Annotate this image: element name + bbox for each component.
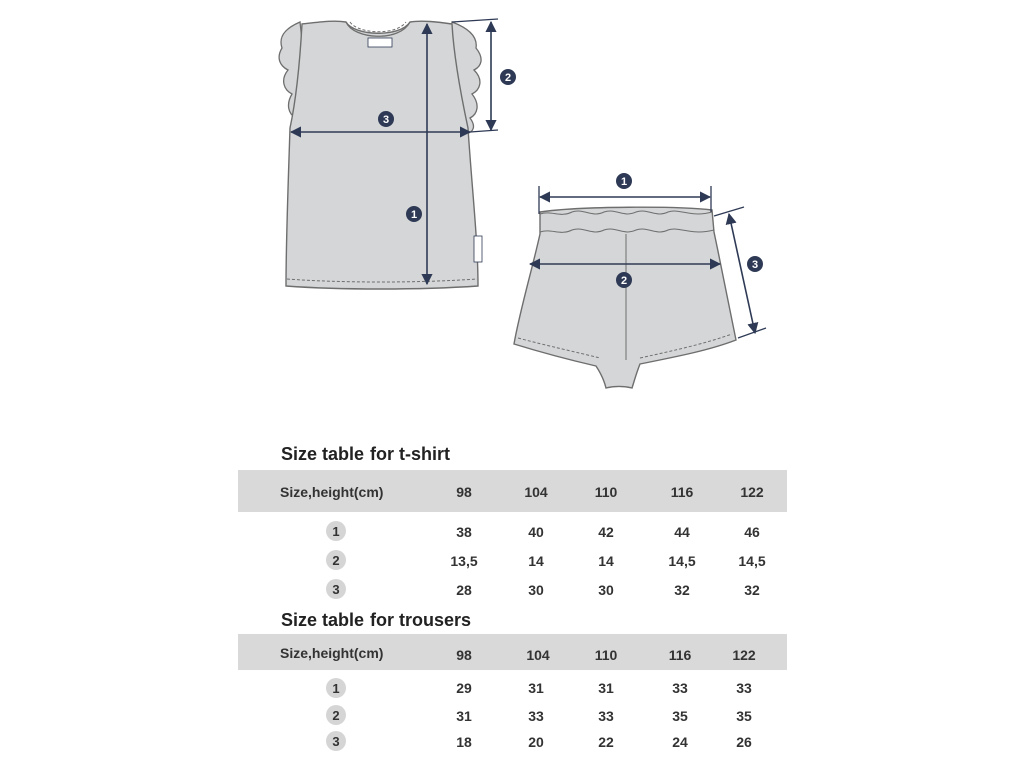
table-cell: 46 — [744, 524, 760, 540]
tshirt-row-badge: 3 — [326, 579, 346, 599]
tshirt-row-badge: 2 — [326, 550, 346, 570]
tshirt-size-98: 98 — [456, 484, 472, 500]
trousers-title-part-a: Size table — [281, 610, 365, 630]
table-cell: 33 — [736, 680, 752, 696]
table-cell: 31 — [598, 680, 614, 696]
shorts-mark-2: 2 — [620, 275, 628, 287]
trousers-header-row — [238, 634, 787, 670]
table-cell: 14 — [598, 553, 614, 569]
trousers-size-98: 98 — [456, 647, 472, 663]
trousers-title-part-b: for trousers — [370, 610, 472, 630]
tshirt-size-110: 110 — [594, 484, 618, 500]
trousers-size-110: 110 — [594, 647, 618, 663]
table-cell: 28 — [456, 582, 472, 598]
table-cell: 33 — [598, 708, 614, 724]
shorts-drawing — [514, 173, 766, 388]
trousers-row-badge: 1 — [326, 678, 346, 698]
tshirt-header-label: Size,height(cm) — [280, 484, 384, 500]
table-cell: 22 — [598, 734, 614, 750]
table-cell: 33 — [528, 708, 544, 724]
table-cell: 31 — [456, 708, 472, 724]
tshirt-body — [286, 21, 478, 289]
table-cell: 31 — [528, 680, 544, 696]
tshirt-size-122: 122 — [740, 484, 764, 500]
trousers-size-116: 116 — [668, 647, 692, 663]
table-cell: 26 — [736, 734, 752, 750]
table-cell: 33 — [672, 680, 688, 696]
tshirt-size-104: 104 — [524, 484, 548, 500]
tshirt-row-badge: 1 — [326, 521, 346, 541]
table-cell: 44 — [674, 524, 690, 540]
table-cell: 20 — [528, 734, 544, 750]
table-cell: 38 — [456, 524, 472, 540]
tshirt-size-116: 116 — [670, 484, 694, 500]
shorts-mark-1: 1 — [620, 176, 628, 188]
trousers-header-label: Size,height(cm) — [280, 645, 384, 661]
trousers-row-badge: 2 — [326, 705, 346, 725]
table-cell: 30 — [528, 582, 544, 598]
tshirt-title-part-b: for t-shirt — [370, 444, 451, 464]
table-cell: 32 — [744, 582, 760, 598]
table-cell: 14,5 — [668, 553, 696, 569]
trousers-table-title — [281, 610, 471, 631]
tshirt-mark-3: 3 — [382, 114, 390, 126]
tshirt-header-row — [238, 470, 787, 512]
trousers-size-122: 122 — [732, 647, 756, 663]
table-cell: 32 — [674, 582, 690, 598]
table-cell: 14,5 — [738, 553, 766, 569]
tshirt-drawing — [279, 19, 516, 289]
table-cell: 40 — [528, 524, 544, 540]
table-cell: 35 — [736, 708, 752, 724]
table-cell: 24 — [672, 734, 688, 750]
trousers-size-104: 104 — [526, 647, 550, 663]
table-cell: 18 — [456, 734, 472, 750]
trousers-row-badge: 3 — [326, 731, 346, 751]
tshirt-table-title — [281, 444, 450, 465]
shorts-mark-3: 3 — [751, 259, 759, 271]
table-cell: 29 — [456, 680, 472, 696]
table-cell: 13,5 — [450, 553, 478, 569]
tshirt-title-part-a: Size table — [281, 444, 365, 464]
table-cell: 14 — [528, 553, 544, 569]
table-cell: 30 — [598, 582, 614, 598]
tshirt-mark-1: 1 — [410, 209, 418, 221]
table-cell: 35 — [672, 708, 688, 724]
shorts-length-line — [729, 214, 755, 333]
tshirt-mark-2: 2 — [504, 72, 512, 84]
table-cell: 42 — [598, 524, 614, 540]
shorts-body — [514, 207, 736, 388]
